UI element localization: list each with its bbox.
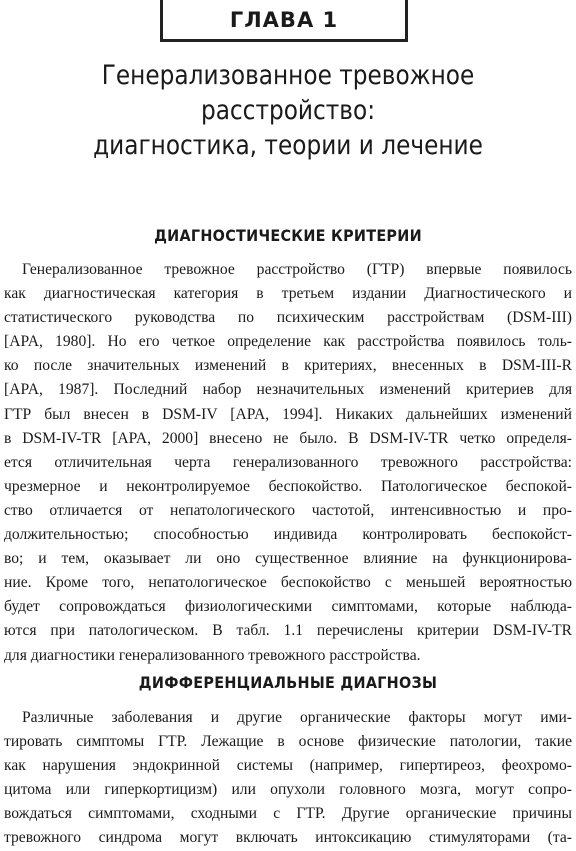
text-line: [APA, 1987]. Последний набор незначительных изменений критериев для xyxy=(4,381,572,399)
text-line: будет сопровождаться физиологическими симптомами, которые наблюда- xyxy=(4,598,572,616)
text-line: как диагностическая категория в третьем издании Диагностического и xyxy=(4,285,572,303)
chapter-title-line: диагностика, теории и лечение xyxy=(93,130,483,161)
section-body-differential-diagnoses xyxy=(4,706,572,851)
section-body-diagnostic-criteria xyxy=(4,258,572,668)
text-line: [APA, 1980]. Но его четкое определение как расстройства появилось толь- xyxy=(4,333,572,351)
text-line: Различные заболевания и другие органические факторы могут ими- xyxy=(22,709,572,726)
chapter-title xyxy=(40,58,535,163)
text-line: ется отличительная черта генерализованного тревожного расстройства: xyxy=(4,453,572,471)
text-line: в DSM-IV-TR [APA, 2000] внесено не было. В DSM-IV-TR четко определя- xyxy=(4,429,572,447)
text-line: ние. Кроме того, непатологическое беспокойство с меньшей вероятностью xyxy=(4,574,572,592)
text-line: для диагностики генерализованного тревожного расстройства. xyxy=(4,646,421,664)
text-line: ГТР был внесен в DSM-IV [APA, 1994]. Никаких дальнейших изменений xyxy=(4,405,572,423)
section-heading-differential-diagnoses: ДИФФЕРЕНЦИАЛЬНЫЕ ДИАГНОЗЫ xyxy=(138,673,438,692)
chapter-title-line: расстройство: xyxy=(200,95,376,126)
text-line: цитома или гиперкортицизм) или опухоли головного мозга, могут сопро- xyxy=(4,781,572,799)
text-line: ются при патологическом. В табл. 1.1 перечислены критерии DSM-IV-TR xyxy=(4,622,572,640)
text-line: чрезмерное и неконтролируемое беспокойство. Патологическое беспокой- xyxy=(4,477,572,495)
text-line: ство отличается от непатологического частотой, интенсивностью и про- xyxy=(4,501,572,519)
chapter-title-line: Генерализованное тревожное xyxy=(101,60,475,91)
text-line: вождаться симптомами, сходными с ГТР. Другие органические причины xyxy=(4,805,572,823)
text-line: должительностью; способностью индивида контролировать беспокойст- xyxy=(4,526,572,544)
section-heading-diagnostic-criteria: ДИАГНОСТИЧЕСКИЕ КРИТЕРИИ xyxy=(154,226,422,245)
chapter-label: ГЛАВА 1 xyxy=(160,0,408,42)
text-line: во; и тем, оказывает ли оно существенное влияние на функционирова- xyxy=(4,550,572,568)
text-line: Генерализованное тревожное расстройство (ГТР) впервые появилось xyxy=(22,261,572,278)
text-line: ко после значительных изменений в критериях, внесенных в DSM-III-R xyxy=(4,357,572,375)
text-line: как нарушения эндокринной системы (например, гипертиреоз, феохромо- xyxy=(4,757,572,775)
text-line: статистического руководства по психическим расстройствам (DSM-III) xyxy=(4,309,572,327)
text-line: тировать симптомы ГТР. Лежащие в основе физические патологии, такие xyxy=(4,733,572,751)
text-line: тревожного синдрома могут включать интоксикацию стимуляторами (та- xyxy=(4,829,572,847)
